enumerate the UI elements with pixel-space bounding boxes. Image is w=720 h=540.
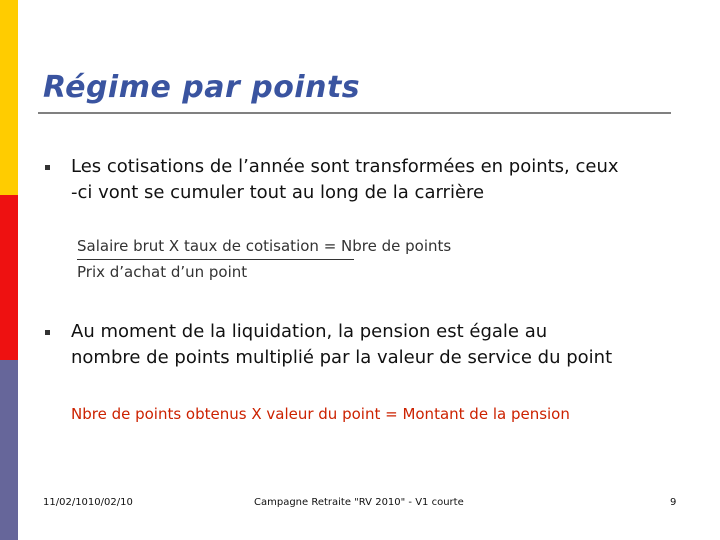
formula-equals: = Nbre de points: [323, 237, 452, 255]
bullet-marker: [45, 330, 50, 335]
formula-numerator-line: [77, 236, 451, 256]
title-underline: [38, 112, 671, 114]
bullet-2-line-2: nombre de points multiplié par la valeur de service du point: [71, 347, 613, 368]
side-band-blue: [0, 360, 18, 540]
bullet-text-1: [71, 154, 691, 206]
footer-page-number: 9: [670, 497, 677, 508]
footer-center-text: Campagne Retraite "RV 2010" - V1 courte: [254, 497, 464, 508]
formula-numerator: Salaire brut X taux de cotisation: [77, 237, 319, 255]
footer-date: 11/02/1010/02/10: [43, 497, 133, 508]
bullet-marker: [45, 165, 50, 170]
formula-denominator: Prix d’achat d’un point: [77, 263, 248, 281]
bullet-1-line-1: Les cotisations de l’année sont transformées en points, ceux: [71, 156, 619, 177]
side-band-yellow: [0, 0, 18, 195]
side-band-red: [0, 195, 18, 360]
bullet-text-2: [71, 319, 691, 371]
formula-pension: Nbre de points obtenus X valeur du point = Montant de la pension: [71, 405, 570, 423]
slide-title: Régime par points: [43, 70, 361, 105]
fraction-bar: [77, 259, 354, 260]
bullet-2-line-1: Au moment de la liquidation, la pension est égale au: [71, 321, 548, 342]
bullet-1-line-2: -ci vont se cumuler tout au long de la carrière: [71, 182, 485, 203]
